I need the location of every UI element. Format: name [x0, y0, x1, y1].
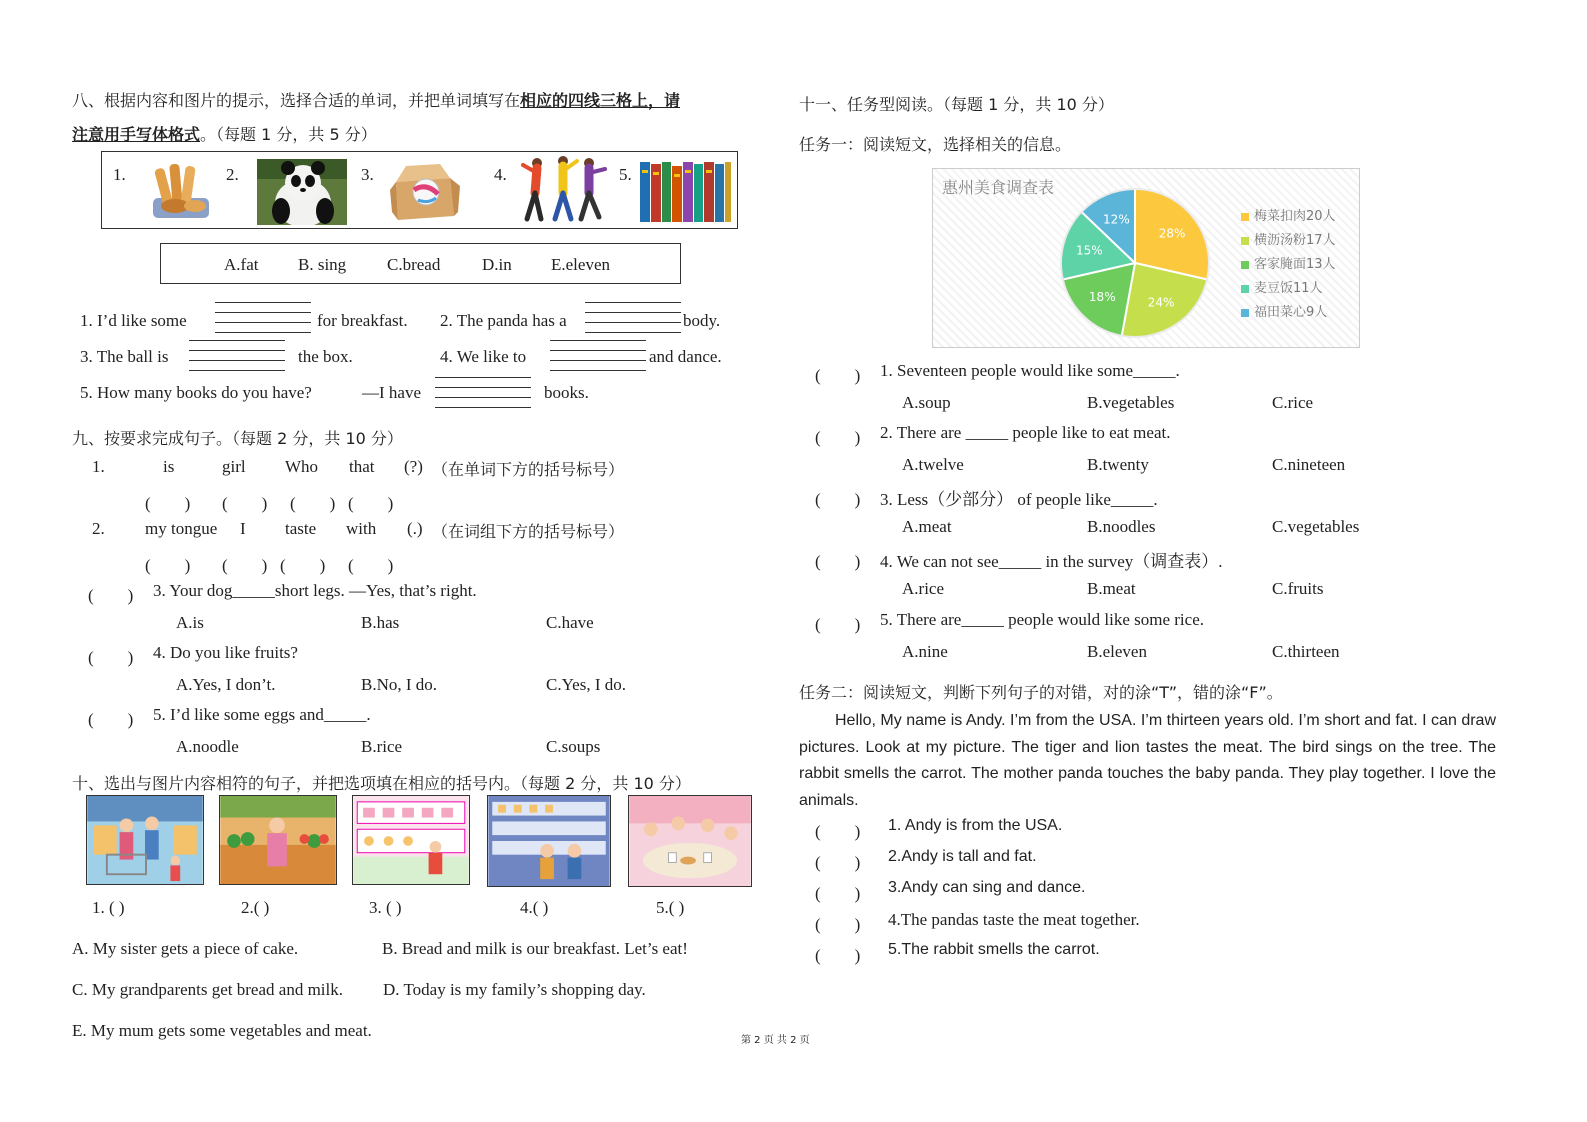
s11-q2-option: B.twenty [1087, 455, 1149, 474]
legend-swatch [1241, 309, 1249, 317]
breakfast-scene [628, 795, 752, 887]
s11-tf-item-3: 3.Andy can sing and dance. [888, 879, 1086, 896]
s8-q1-text-end: for breakfast. [317, 311, 408, 330]
s8-option-a: A.fat [224, 255, 259, 274]
s9-q1-word: Who [285, 457, 319, 476]
bread-picture [145, 158, 215, 224]
s8-q5-text-mid: —I have [362, 383, 422, 402]
answer-bracket[interactable]: ( ) [348, 494, 394, 513]
s8-pic-num-2: 2. [226, 165, 239, 184]
answer-bracket[interactable]: ( ) [280, 556, 326, 575]
s8-q1-text: 1. I’d like some [80, 311, 187, 330]
s8-q3-writing-lines[interactable] [189, 340, 285, 370]
s8-q3-text: 3. The ball is [80, 347, 169, 366]
answer-bracket[interactable]: ( ) [348, 556, 394, 575]
s8-pic-num-5: 5. [619, 165, 632, 184]
legend-label: 福田菜心9人 [1254, 305, 1328, 320]
s10-answer-3[interactable]: 3. ( ) [369, 898, 402, 917]
s10-sentence-c: C. My grandparents get bread and milk. [72, 980, 343, 999]
legend-label: 麦豆饭11人 [1254, 281, 1323, 296]
answer-bracket[interactable]: ( ) [88, 586, 134, 605]
s11-q2-option: C.nineteen [1272, 455, 1346, 474]
legend-entry [1241, 229, 1336, 248]
s8-q3-text-end: the box. [298, 347, 353, 366]
reading-passage: Hello, My name is Andy. I’m from the USA. I’m thirteen years old. I’m short and fat. I can draw pictures. Look at my picture. The tiger and lion tastes the meat. The bird sings on the tree. The rabbit smells the carrot. The mother panda touches the baby panda. They play together. I love the animals. [799, 712, 1496, 809]
answer-bracket[interactable]: ( ) [815, 366, 861, 385]
shopping-day-scene [86, 795, 204, 885]
legend-entry [1241, 205, 1336, 224]
s9-q2-word: I [240, 519, 246, 538]
legend-swatch [1241, 261, 1249, 269]
s9-q1-word: (?) [404, 457, 423, 476]
s11-q5-stem: 5. There are_____ people would like some rice. [880, 610, 1204, 629]
legend-label: 梅菜扣肉20人 [1254, 209, 1336, 224]
pie-chart [1055, 183, 1215, 343]
s9-q4-stem: 4. Do you like fruits? [153, 643, 298, 662]
page-footer: 第 2 页 共 2 页 [741, 1035, 810, 1046]
legend-label: 横沥汤粉17人 [1254, 233, 1336, 248]
s8-title-line2 [72, 122, 377, 145]
s10-sentence-e: E. My mum gets some vegetables and meat. [72, 1021, 372, 1040]
s10-answer-4[interactable]: 4.( ) [520, 898, 549, 917]
answer-bracket[interactable]: ( ) [815, 853, 861, 872]
s8-q1-writing-lines[interactable] [215, 302, 311, 332]
s8-title-part-c: 注意用手写体格式 [72, 125, 201, 144]
s11-tf-item-4: 4.The pandas taste the meat together. [888, 910, 1140, 929]
s8-title-line1 [72, 88, 680, 111]
s9-q3-option: A.is [176, 613, 204, 632]
vegetables-meat-scene [219, 795, 337, 885]
answer-bracket[interactable]: ( ) [145, 494, 191, 513]
s11-q4-stem: 4. We can not see_____ in the survey（调查表）. [880, 552, 1223, 571]
s9-q2-word: taste [285, 519, 317, 538]
s11-q4-option: C.fruits [1272, 579, 1324, 598]
answer-bracket[interactable]: ( ) [290, 494, 336, 513]
s11-q5-option: B.eleven [1087, 642, 1147, 661]
pie-chart-panel [932, 168, 1360, 348]
pie-slice-label: 18% [1088, 290, 1116, 305]
s10-title: 十、选出与图片内容相符的句子，并把选项填在相应的括号内。（每题 2 分，共 10 分） [72, 774, 691, 793]
s8-pic-num-3: 3. [361, 165, 374, 184]
s8-q2-text-end: body. [683, 311, 721, 330]
s11-q5-option: A.nine [902, 642, 948, 661]
books-picture [638, 160, 732, 224]
answer-bracket[interactable]: ( ) [88, 710, 134, 729]
answer-bracket[interactable]: ( ) [145, 556, 191, 575]
s8-q5-text: 5. How many books do you have? [80, 383, 312, 402]
answer-bracket[interactable]: ( ) [815, 946, 861, 965]
s11-q1-option: A.soup [902, 393, 951, 412]
s9-q4-option: C.Yes, I do. [546, 675, 626, 694]
s9-q5-option: A.noodle [176, 737, 239, 756]
s11-q2-option: A.twelve [902, 455, 964, 474]
s8-q2-text: 2. The panda has a [440, 311, 567, 330]
ball-in-box-picture [388, 160, 462, 224]
s11-q1-stem: 1. Seventeen people would like some_____. [880, 361, 1180, 380]
legend-entry [1241, 253, 1336, 272]
s9-q1-word: is [163, 457, 175, 476]
s10-sentence-b: B. Bread and milk is our breakfast. Let’s eat! [382, 939, 688, 958]
answer-bracket[interactable]: ( ) [815, 884, 861, 903]
s9-q5-option: C.soups [546, 737, 601, 756]
pie-slice-label: 12% [1103, 212, 1130, 227]
s8-pic-num-4: 4. [494, 165, 507, 184]
s11-q2-stem: 2. There are _____ people like to eat meat. [880, 423, 1171, 442]
s9-q3-option: C.have [546, 613, 594, 632]
answer-bracket[interactable]: ( ) [815, 552, 861, 571]
s9-q4-option: A.Yes, I don’t. [176, 675, 276, 694]
pie-slice-label: 24% [1147, 295, 1175, 310]
s10-sentence-d: D. Today is my family’s shopping day. [383, 980, 646, 999]
s8-q4-writing-lines[interactable] [550, 340, 646, 370]
grandparents-shopping-scene [487, 795, 611, 887]
s11-q3-stem: 3. Less（少部分） of people like_____. [880, 490, 1158, 509]
s11-tf-item-2: 2.Andy is tall and fat. [888, 848, 1037, 865]
s10-answer-5[interactable]: 5.( ) [656, 898, 685, 917]
s8-q4-text-end: and dance. [649, 347, 722, 366]
legend-swatch [1241, 213, 1249, 221]
answer-bracket[interactable]: ( ) [815, 490, 861, 509]
s9-q1-num: 1. [92, 457, 105, 476]
pie-slice-label: 15% [1076, 243, 1103, 258]
s11-q5-option: C.thirteen [1272, 642, 1340, 661]
answer-bracket[interactable]: ( ) [222, 494, 268, 513]
s11-tf-item-5: 5.The rabbit smells the carrot. [888, 941, 1100, 958]
answer-bracket[interactable]: ( ) [815, 428, 861, 447]
s9-q3-option: B.has [361, 613, 400, 632]
s8-option-c: C.bread [387, 255, 441, 274]
chart-title: 惠州美食调查表 [942, 178, 1055, 197]
s11-q1-option: C.rice [1272, 393, 1314, 412]
s11-title: 十一、任务型阅读。（每题 1 分，共 10 分） [799, 95, 1114, 114]
s9-q5-stem: 5. I’d like some eggs and_____. [153, 705, 371, 724]
answer-bracket[interactable]: ( ) [815, 915, 861, 934]
s8-option-b: B. sing [298, 255, 347, 274]
s8-title-part-a: 八、根据内容和图片的提示，选择合适的单词，并把单词填写在 [72, 91, 521, 110]
s9-q2-num: 2. [92, 519, 105, 538]
pie-slice-label: 28% [1158, 226, 1186, 241]
s11-q1-option: B.vegetables [1087, 393, 1175, 412]
s9-q1-word: girl [222, 457, 246, 476]
s9-q2-word: my tongue [145, 519, 218, 538]
s10-sentence-a: A. My sister gets a piece of cake. [72, 939, 299, 958]
s10-answer-1[interactable]: 1. ( ) [92, 898, 125, 917]
s11-q3-option: A.meat [902, 517, 952, 536]
s11-q3-option: B.noodles [1087, 517, 1156, 536]
s11-task1-title: 任务一：阅读短文，选择相关的信息。 [799, 135, 1072, 154]
s9-title: 九、按要求完成句子。（每题 2 分，共 10 分） [72, 429, 403, 448]
s9-q2-hint: （在词组下方的括号标号） [432, 522, 625, 541]
s8-q2-writing-lines[interactable] [585, 302, 681, 332]
s9-q1-word: that [349, 457, 375, 476]
s9-q2-word: with [346, 519, 377, 538]
s8-title-part-b: 相应的四线三格上，请 [520, 91, 681, 110]
s11-tf-item-1: 1. Andy is from the USA. [888, 817, 1063, 834]
legend-swatch [1241, 285, 1249, 293]
legend-entry [1241, 301, 1327, 320]
s9-q5-option: B.rice [361, 737, 403, 756]
answer-bracket[interactable]: ( ) [222, 556, 268, 575]
s9-q2-word: (.) [407, 519, 423, 538]
s11-q3-option: C.vegetables [1272, 517, 1360, 536]
s8-q5-text-end: books. [544, 383, 589, 402]
s10-answer-2[interactable]: 2.( ) [241, 898, 270, 917]
answer-bracket[interactable]: ( ) [815, 822, 861, 841]
s8-option-d: D.in [482, 255, 512, 274]
panda-picture [257, 159, 347, 225]
legend-entry [1241, 277, 1323, 296]
legend-swatch [1241, 237, 1249, 245]
s8-q4-text: 4. We like to [440, 347, 527, 366]
s8-option-e: E.eleven [551, 255, 610, 274]
cake-shop-scene [352, 795, 470, 885]
s9-q3-stem: 3. Your dog_____short legs. —Yes, that’s right. [153, 581, 477, 600]
answer-bracket[interactable]: ( ) [88, 648, 134, 667]
s11-q4-option: A.rice [902, 579, 945, 598]
dancing-people-picture [519, 153, 609, 225]
s8-q5-writing-lines[interactable] [435, 377, 531, 407]
s8-pic-num-1: 1. [113, 165, 126, 184]
s9-q4-option: B.No, I do. [361, 675, 438, 694]
s11-task2-title: 任务二：阅读短文，判断下列句子的对错，对的涂“T”，错的涂“F”。 [799, 683, 1283, 702]
s11-q4-option: B.meat [1087, 579, 1136, 598]
answer-bracket[interactable]: ( ) [815, 615, 861, 634]
legend-label: 客家腌面13人 [1254, 257, 1336, 272]
s9-q1-hint: （在单词下方的括号标号） [432, 460, 625, 479]
s8-title-part-d: 。（每题 1 分，共 5 分） [200, 125, 377, 144]
